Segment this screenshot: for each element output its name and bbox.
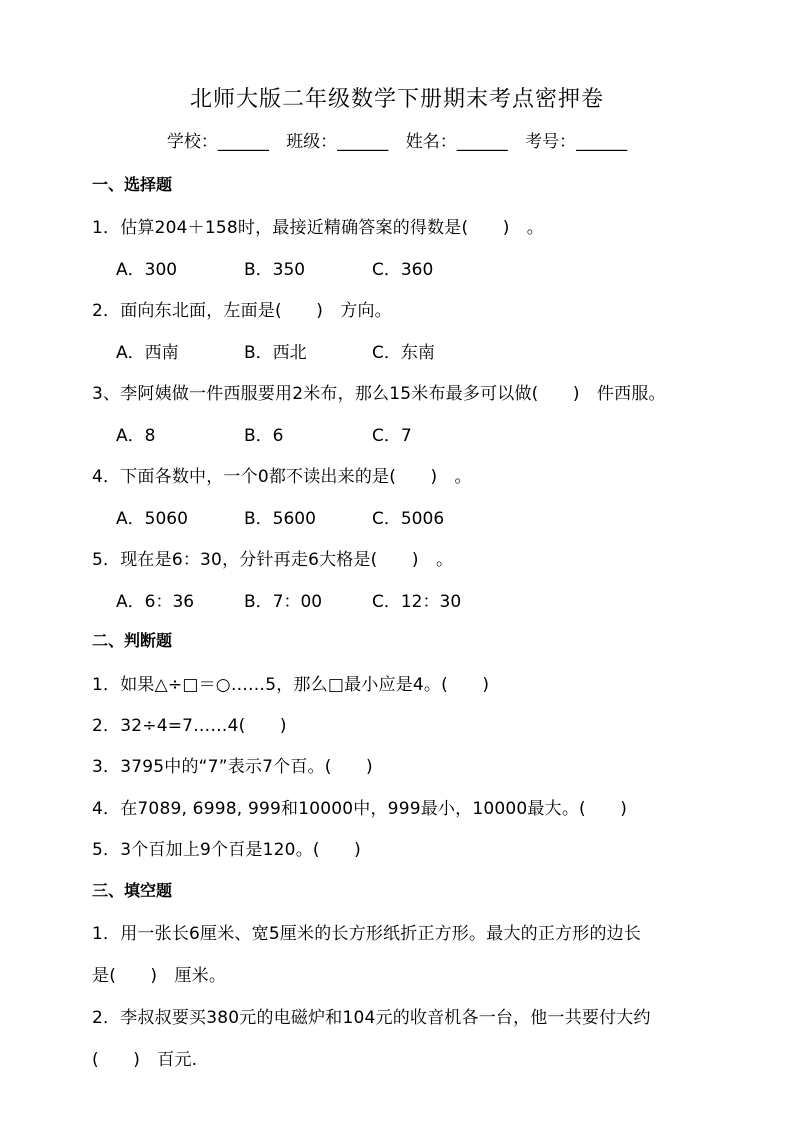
option-c: C．7	[372, 426, 412, 446]
option-a: A．300	[116, 260, 178, 280]
section-heading-judge: 二、判断题	[92, 631, 173, 650]
choice-question-3: 3、李阿姨做一件西服要用2米布，那么15米布最多可以做( ) 件西服。	[92, 384, 666, 404]
school-field: 学校：______	[166, 132, 269, 152]
judge-question-5: 5．3个百加上9个百是120。( )	[92, 840, 361, 860]
option-c: C．东南	[372, 343, 435, 363]
fill-question-1-line-2: 是( ) 厘米。	[92, 966, 227, 986]
option-b: B．350	[244, 260, 306, 280]
judge-question-3: 3．3795中的“7”表示7个百。( )	[92, 757, 373, 777]
class-field: 班级：______	[286, 132, 389, 152]
choice-question-5: 5．现在是6：30，分针再走6大格是( ) 。	[92, 550, 454, 570]
fill-question-1-line-1: 1．用一张长6厘米、宽5厘米的长方形纸折正方形。最大的正方形的边长	[92, 924, 642, 944]
judge-question-1: 1．如果△÷□＝○……5，那么□最小应是4。( )	[92, 675, 490, 695]
judge-question-4: 4．在7089, 6998, 999和10000中，999最小，10000最大。( )	[92, 799, 628, 819]
option-a: A．5060	[116, 509, 188, 529]
exam-number-field: 考号：______	[525, 132, 628, 152]
page-title: 北师大版二年级数学下册期末考点密押卷	[189, 87, 604, 112]
option-b: B．西北	[244, 343, 307, 363]
section-heading-fill: 三、填空题	[92, 881, 173, 900]
name-field: 姓名：______	[405, 132, 508, 152]
option-c: C．5006	[372, 509, 445, 529]
option-c: C．360	[372, 260, 434, 280]
student-info-line	[0, 127, 794, 152]
choice-question-1: 1．估算204＋158时，最接近精确答案的得数是( ) 。	[92, 218, 544, 238]
choice-question-2: 2．面向东北面，左面是( ) 方向。	[92, 301, 392, 321]
section-heading-choice: 一、选择题	[92, 175, 173, 194]
fill-question-2-line-2: ( ) 百元.	[92, 1050, 198, 1070]
option-b: B．6	[244, 426, 284, 446]
option-a: A．西南	[116, 343, 179, 363]
option-b: B．7：00	[244, 592, 323, 612]
fill-question-2-line-1: 2．李叔叔要买380元的电磁炉和104元的收音机各一台，他一共要付大约	[92, 1008, 651, 1028]
choice-question-4: 4．下面各数中，一个0都不读出来的是( ) 。	[92, 467, 472, 487]
judge-question-2: 2．32÷4=7……4( )	[92, 716, 287, 736]
option-a: A．8	[116, 426, 156, 446]
option-b: B．5600	[244, 509, 316, 529]
option-a: A．6：36	[116, 592, 195, 612]
option-c: C．12：30	[372, 592, 462, 612]
